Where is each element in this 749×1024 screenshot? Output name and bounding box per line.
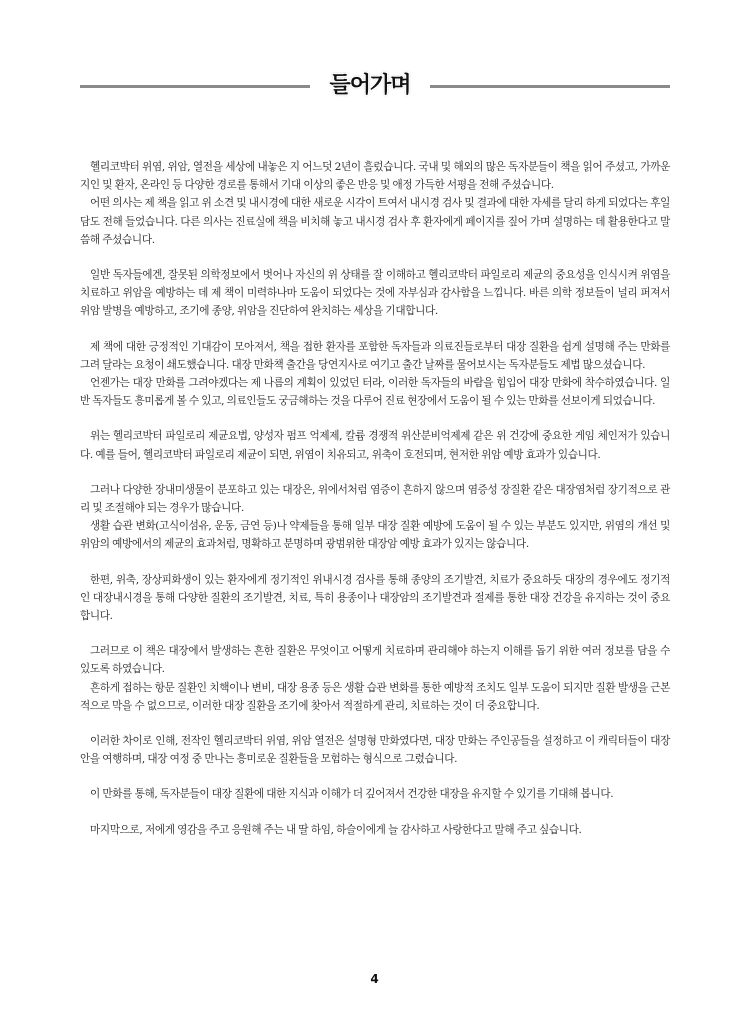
paragraph: 일반 독자들에겐, 잘못된 의학정보에서 벗어나 자신의 위 상태를 잘 이해하고 헬리코박터 파일로리 제균의 중요성을 인식시켜 위염을 치료하고 위암을 예방하는 데 제 책이 미력하나마 도움이 되었다는 것에 자부심과 감사함을 느낍니다. 바른 의학 정보들이 널리 퍼져서 위암 발병을 예방하고, 조기에 종양, 위암을 진단하여 완치하는 세상을 기대합니다. <box>80 269 670 318</box>
paragraph: 헬리코박터 위염, 위암, 열전을 세상에 내놓은 지 어느덧 2년이 흘렀습니다. 국내 및 해외의 많은 독자분들이 책을 읽어 주셨고, 가까운 지인 및 환자, 온라인 등 다양한 경로를 통해서 기대 이상의 좋은 반응 및 애정 가득한 서평을 전해 주셨습니다. <box>80 161 670 192</box>
page-number: 4 <box>370 972 379 986</box>
paragraph: 이 만화를 통해, 독자분들이 대장 질환에 대한 지식과 이해가 더 깊어져서 건강한 대장을 유지할 수 있기를 기대해 봅니다. <box>90 788 614 801</box>
paragraph: 위는 헬리코박터 파일로리 제균요법, 양성자 펌프 억제제, 칼륨 경쟁적 위산분비억제제 같은 위 건강에 중요한 게임 체인저가 있습니다. 예를 들어, 헬리코박터 파일로리 제균이 되면, 위염이 치유되고, 위축이 호전되며, 현저한 위암 예방 효과가 있습니다. <box>80 430 670 461</box>
chapter-header <box>80 70 670 104</box>
paragraph: 제 책에 대한 긍정적인 기대감이 모아져서, 책을 접한 환자를 포함한 독자들과 의료진들로부터 대장 질환을 쉽게 설명해 주는 만화를 그려 달라는 요청이 쇄도했습니다. 대장 만화책 출간을 당연지사로 여기고 출간 날짜를 물어보시는 독자분들도 제법 많으셨습니다. <box>80 340 670 371</box>
header-rule-left <box>80 85 310 88</box>
header-rule-right <box>430 85 670 88</box>
paragraph: 한편, 위축, 장상피화생이 있는 환자에게 정기적인 위내시경 검사를 통해 종양의 조기발견, 치료가 중요하듯 대장의 경우에도 정기적인 대장내시경을 통해 다양한 질환의 조기발견, 치료, 특히 용종이나 대장암의 조기발견과 절제를 통한 대장 건강을 유지하는 것이 중요합니다. <box>80 573 670 623</box>
paragraph: 마지막으로, 저에게 영감을 주고 응원해 주는 내 딸 하임, 하슬이에게 늘 감사하고 사랑한다고 말해 주고 싶습니다. <box>90 823 582 836</box>
paragraph: 그러나 다양한 장내미생물이 분포하고 있는 대장은, 위에서처럼 염증이 흔하지 않으며 염증성 장질환 같은 대장염처럼 장기적으로 관리 및 조절해야 되는 경우가 많습니다. <box>80 483 670 515</box>
paragraph: 이러한 차이로 인해, 전작인 헬리코박터 위염, 위암 열전은 설명형 만화였다면, 대장 만화는 주인공들을 설정하고 이 캐릭터들이 대장 안을 여행하며, 대장 여정 중 만나는 흥미로운 질환들을 모험하는 형식으로 그렸습니다. <box>80 735 670 766</box>
paragraph: 흔하게 접하는 항문 질환인 치핵이나 변비, 대장 용종 등은 생활 습관 변화를 통한 예방적 조치도 일부 도움이 되지만 질환 발생을 근본적으로 막을 수 없으므로, 이러한 대장 질환을 조기에 찾아서 적절하게 관리, 치료하는 것이 더 중요합니다. <box>80 681 670 712</box>
body-text <box>80 158 670 839</box>
chapter-title: 들어가며 <box>329 73 411 98</box>
paragraph: 그러므로 이 책은 대장에서 발생하는 흔한 질환은 무엇이고 어떻게 치료하며 관리해야 하는지 이해를 돕기 위한 여러 정보를 담을 수 있도록 하였습니다. <box>80 645 670 676</box>
paragraph: 어떤 의사는 제 책을 읽고 위 소견 및 내시경에 대한 새로운 시각이 트여서 내시경 검사 및 결과에 대한 자세를 달리 하게 되었다는 후일담도 전해 들었습니다. 다른 의사는 진료실에 책을 비치해 놓고 내시경 검사 후 환자에게 페이지를 짚어 가며 설명하는 데 활용한다고 말씀해 주셨습니다. <box>80 197 670 246</box>
paragraph: 생활 습관 변화(고식이섬유, 운동, 금연 등)나 약제들을 통해 일부 대장 질환 예방에 도움이 될 수 있는 부분도 있지만, 위염의 개선 및 위암의 예방에서의 제균의 효과처럼, 명확하고 분명하며 광범위한 대장암 예방 효과가 있지는 않습니다. <box>80 520 670 551</box>
paragraph: 언젠가는 대장 만화를 그려야겠다는 제 나름의 계획이 있었던 터라, 이러한 독자들의 바람을 힘입어 대장 만화에 착수하였습니다. 일반 독자들도 흥미롭게 볼 수 있고, 의료인들도 궁금해하는 것을 다루어 진료 현장에서 도움이 될 수 있는 만화를 선보이게 되었습니다. <box>80 377 670 408</box>
